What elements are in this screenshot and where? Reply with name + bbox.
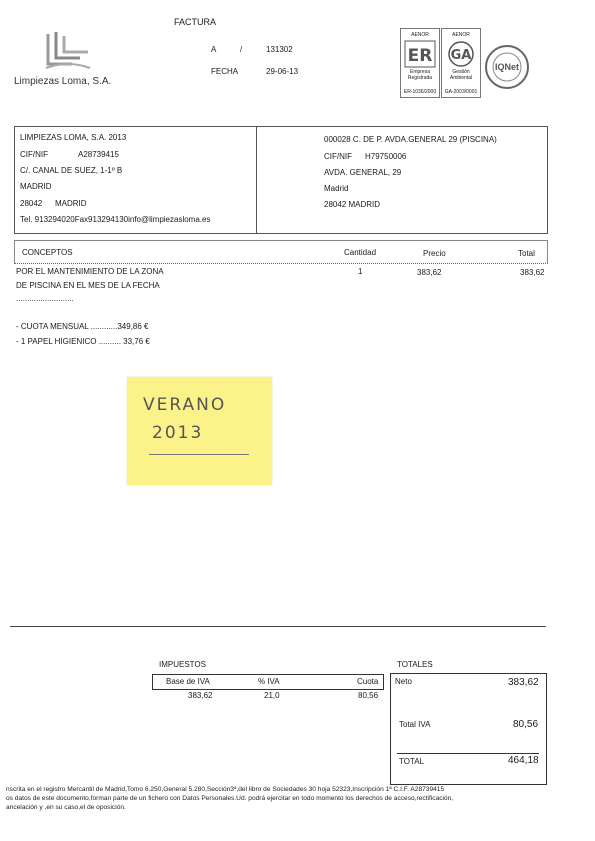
client-code-line: 000028 C. DE P. AVDA.GENERAL 29 (PISCINA)	[324, 135, 497, 144]
logo-mark-icon	[42, 30, 94, 72]
sticky-note-line-1: VERANO	[143, 395, 227, 415]
total-value: 464,18	[508, 755, 539, 766]
tax-col-base: Base de IVA	[166, 677, 210, 686]
issuer-cif-label: CIF/NIF	[20, 150, 48, 159]
issuer-city: MADRID	[20, 182, 52, 191]
concept-qty: 1	[358, 267, 363, 276]
total-iva-value: 80,56	[513, 719, 539, 730]
issuer-cif-value: A28739415	[78, 150, 119, 159]
sticky-note	[127, 377, 272, 485]
legal-line-1: nscrita en el registro Mercantil de Madrid,Tomo 6.250,General 5.280,Sección3ª,del libro de Sociedades 30 hoja 52323,Inscripción 1ª C.I.F. A28739415	[6, 786, 445, 793]
issuer-address: C/. CANAL DE SUEZ, 1-1º B	[20, 166, 123, 175]
issuer-name: LIMPIEZAS LOMA, S.A. 2013	[20, 133, 127, 142]
total-iva-label: Total IVA	[399, 720, 431, 729]
address-divider	[256, 127, 257, 233]
col-quantity: Cantidad	[344, 248, 377, 257]
date-value: 29-06-13	[266, 67, 299, 76]
concept-line-1: POR EL MANTENIMIENTO DE LA ZONA	[16, 267, 164, 276]
concept-price: 383,62	[417, 268, 442, 277]
series-label: A	[211, 45, 217, 54]
document-title: FACTURA	[174, 17, 217, 27]
totals-title: TOTALES	[397, 660, 433, 669]
neto-label: Neto	[395, 677, 412, 686]
tax-rate: 21,0	[264, 691, 280, 700]
sticky-note-underline	[149, 454, 249, 455]
col-concepts: CONCEPTOS	[22, 248, 73, 257]
taxes-title: IMPUESTOS	[159, 660, 206, 669]
legal-line-3: ancelación y ,en su caso,el de oposición.	[6, 804, 126, 811]
concepts-header	[14, 240, 548, 264]
client-city: Madrid	[324, 184, 349, 193]
issuer-postal: 28042	[20, 199, 43, 208]
totals-divider	[397, 753, 539, 754]
series-separator: /	[240, 45, 243, 54]
concept-line-2: DE PISCINA EN EL MES DE LA FECHA	[16, 281, 160, 290]
client-postal-line: 28042 MADRID	[324, 200, 381, 209]
issuer-contact: Tel. 913294020Fax913294130info@limpiezasloma.es	[20, 215, 211, 224]
client-cif-label: CIF/NIF	[324, 152, 352, 161]
concept-total: 383,62	[520, 268, 545, 277]
er-icon	[402, 39, 438, 69]
date-label: FECHA	[211, 67, 239, 76]
issuer-postal-city: MADRID	[55, 199, 87, 208]
invoice-number: 131302	[266, 45, 293, 54]
client-address: AVDA. GENERAL, 29	[324, 168, 402, 177]
concept-detail-2: - 1 PAPEL HIGIENICO .......... 33,76 €	[16, 337, 150, 346]
iqnet-text: IQNet	[494, 62, 519, 72]
tax-quota: 80,56	[358, 691, 379, 700]
svg-text:ER: ER	[407, 46, 433, 66]
concept-dots: ..........................	[16, 294, 74, 303]
sticky-note-line-2: 2013	[152, 423, 204, 443]
concept-detail-1: - CUOTA MENSUAL ............349,86 €	[16, 322, 149, 331]
legal-line-2: os datos de este documento,forman parte de un fichero con Datos Personales.Ud. podrá ejercitar en todo momento los derechos de acceso,rectificación,	[6, 795, 454, 802]
tax-col-rate: % IVA	[258, 677, 280, 686]
aenor-er-seal: AENOR ER Empresa Registrada ER-1036/2000	[400, 28, 440, 98]
col-price: Precio	[423, 249, 446, 258]
client-cif-value: H79750006	[365, 152, 407, 161]
aenor-ga-seal: AENOR GA Gestión Ambiental GA-2003/0001	[441, 28, 481, 98]
svg-text:GA: GA	[450, 48, 472, 63]
company-logo	[14, 30, 124, 88]
neto-value: 383,62	[508, 677, 539, 688]
tax-col-quota: Cuota	[357, 677, 379, 686]
iqnet-seal	[484, 44, 530, 90]
total-label: TOTAL	[399, 757, 425, 766]
tax-base: 383,62	[188, 691, 213, 700]
col-total: Total	[518, 249, 535, 258]
company-name: Limpiezas Loma, S.A.	[14, 76, 112, 87]
footer-separator	[10, 626, 546, 627]
gestion-ambiental-icon	[443, 39, 479, 69]
